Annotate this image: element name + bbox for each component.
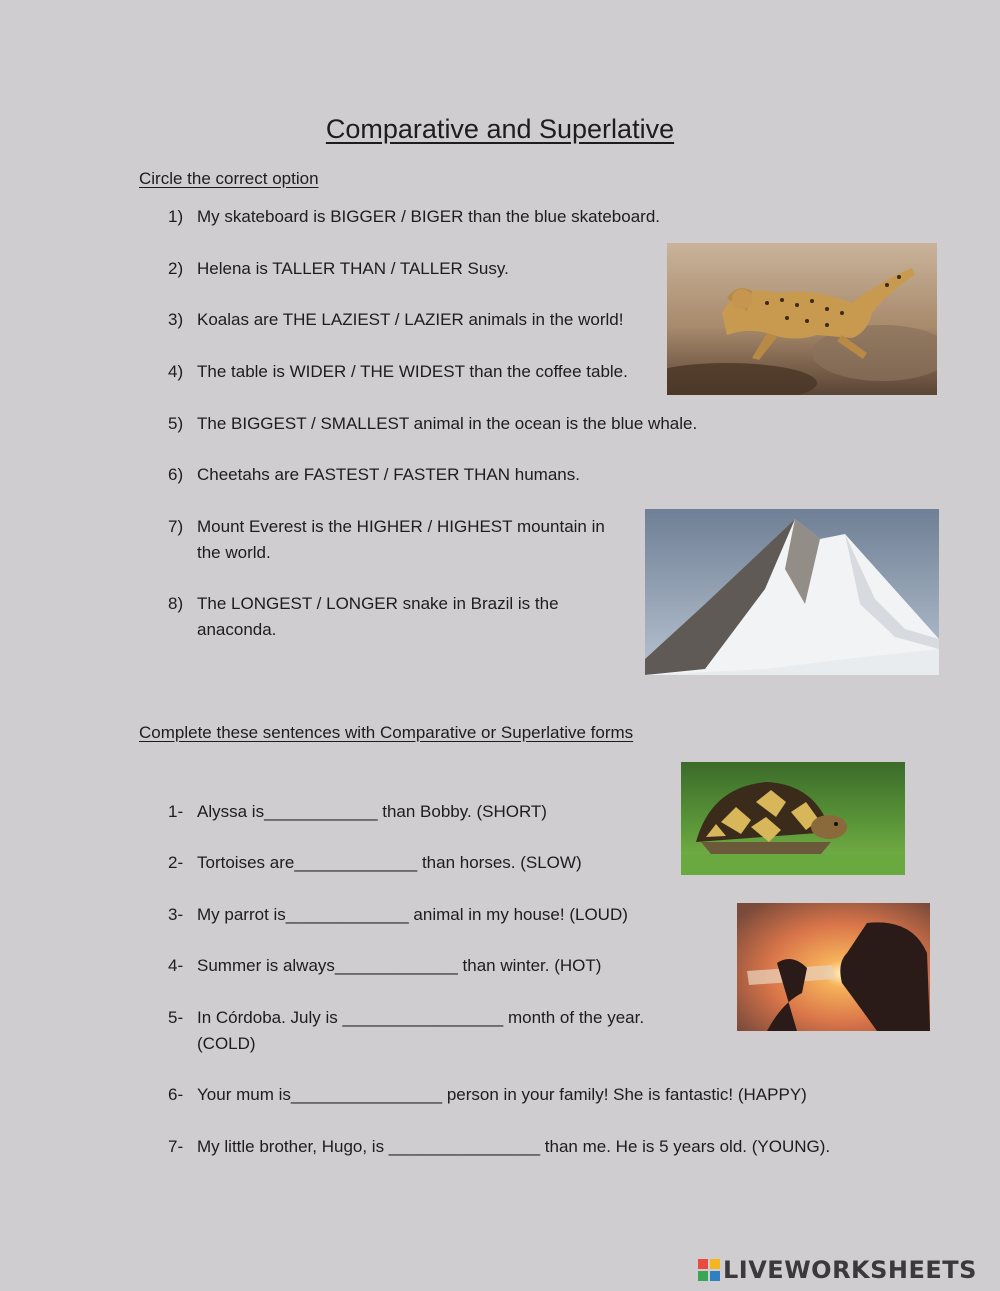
section2-heading: Complete these sentences with Comparative or Superlative forms	[139, 723, 634, 742]
page-title: Comparative and Superlative	[325, 114, 675, 144]
item-number: 4-	[168, 956, 184, 975]
list-item	[168, 1134, 830, 1160]
item-number: 1-	[168, 802, 184, 821]
list-item	[168, 204, 660, 230]
item-text: My parrot is_____________ animal in my house! (LOUD)	[197, 905, 628, 924]
item-text	[197, 514, 605, 566]
item-text	[197, 1005, 644, 1057]
item-number: 7-	[168, 1137, 184, 1156]
list-item	[168, 307, 623, 333]
item-number: 3-	[168, 905, 184, 924]
list-item	[168, 953, 601, 979]
item-text-line2: anaconda.	[197, 620, 277, 639]
mountain-photo	[645, 509, 939, 675]
tortoise-photo	[681, 762, 905, 875]
item-number: 4)	[168, 362, 184, 381]
item-number: 2-	[168, 853, 184, 872]
section1-heading: Circle the correct option	[139, 169, 319, 188]
item-text: Your mum is________________ person in your family! She is fantastic! (HAPPY)	[197, 1085, 807, 1104]
item-text	[197, 591, 559, 643]
person-drinking-photo	[737, 903, 930, 1031]
item-number: 3)	[168, 310, 184, 329]
liveworksheets-logo	[698, 1256, 977, 1284]
item-number: 5-	[168, 1008, 184, 1027]
item-text-line1: The LONGEST / LONGER snake in Brazil is the	[197, 594, 559, 613]
item-text: The BIGGEST / SMALLEST animal in the ocean is the blue whale.	[197, 414, 698, 433]
logo-mark-icon	[698, 1259, 720, 1281]
list-item	[168, 1082, 807, 1108]
item-number: 7)	[168, 517, 184, 536]
list-item	[168, 1005, 644, 1057]
item-text: Alyssa is____________ than Bobby. (SHORT)	[197, 802, 547, 821]
list-item	[168, 514, 605, 566]
item-text: Helena is TALLER THAN / TALLER Susy.	[197, 259, 509, 278]
item-number: 5)	[168, 414, 184, 433]
list-item	[168, 411, 697, 437]
item-text-line2: the world.	[197, 543, 271, 562]
cheetah-photo	[667, 243, 937, 395]
item-text-line1: In Córdoba. July is _________________ month of the year.	[197, 1008, 645, 1027]
list-item	[168, 799, 547, 825]
item-number: 2)	[168, 259, 184, 278]
list-item	[168, 359, 628, 385]
item-text-line1: Mount Everest is the HIGHER / HIGHEST mountain in	[197, 517, 605, 536]
list-item	[168, 850, 582, 876]
item-number: 6-	[168, 1085, 184, 1104]
item-text: My skateboard is BIGGER / BIGER than the blue skateboard.	[197, 207, 661, 226]
item-text: My little brother, Hugo, is ________________ than me. He is 5 years old. (YOUNG).	[197, 1137, 831, 1156]
item-text: Tortoises are_____________ than horses. (SLOW)	[197, 853, 582, 872]
item-text-line2: (COLD)	[197, 1034, 256, 1053]
item-number: 6)	[168, 465, 184, 484]
item-text: Cheetahs are FASTEST / FASTER THAN humans.	[197, 465, 580, 484]
item-text: The table is WIDER / THE WIDEST than the coffee table.	[197, 362, 628, 381]
list-item	[168, 256, 509, 282]
item-number: 1)	[168, 207, 184, 226]
item-number: 8)	[168, 594, 184, 613]
list-item	[168, 902, 628, 928]
list-item	[168, 591, 559, 643]
item-text: Koalas are THE LAZIEST / LAZIER animals in the world!	[197, 310, 624, 329]
list-item	[168, 462, 580, 488]
logo-text: LIVEWORKSHEETS	[723, 1256, 977, 1284]
item-text: Summer is always_____________ than winter. (HOT)	[197, 956, 602, 975]
